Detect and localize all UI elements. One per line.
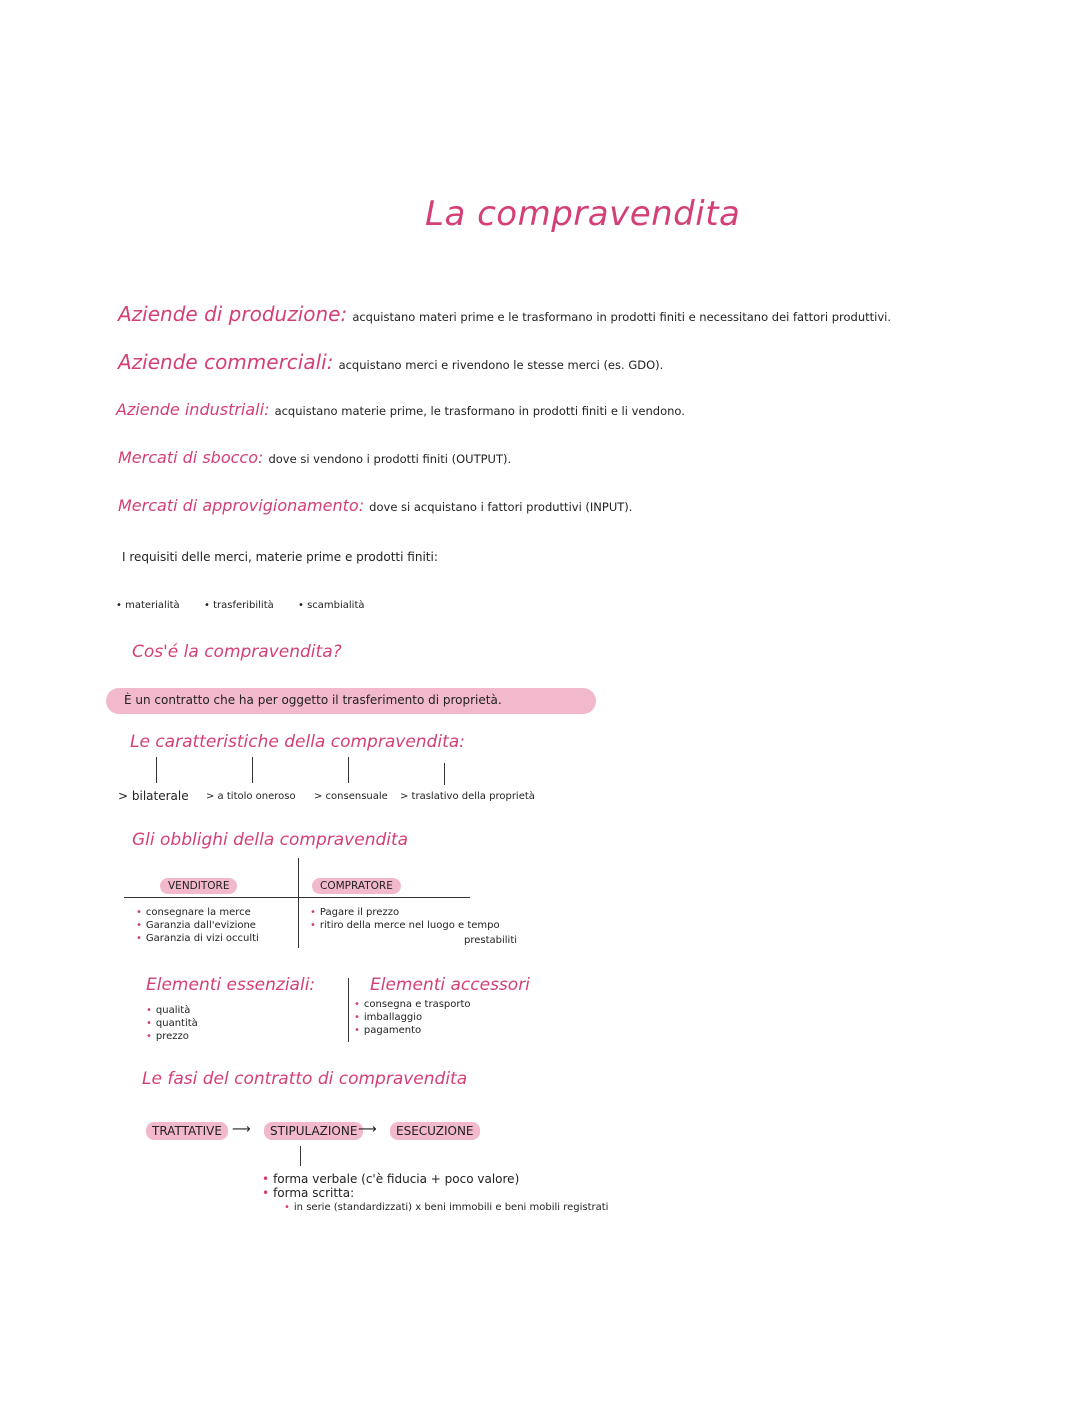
list-item: • Pagare il prezzo [310,906,500,919]
accessory-elements-heading: Elementi accessori [370,975,530,995]
definition-aziende-commerciali [118,350,663,374]
accessory-elements-list [354,998,471,1037]
characteristics-heading: Le caratteristiche della compravendita: [130,732,465,752]
connector-line [156,757,157,783]
essential-elements-heading: Elementi essenziali: [146,975,316,995]
obligations-heading: Gli obblighi della compravendita [132,830,409,850]
definition-term: Mercati di approvigionamento: [118,496,365,515]
list-item: • Garanzia di vizi occulti [136,932,259,945]
definition-text: acquistano merci e rivendono le stesse merci (es. GDO). [338,358,664,372]
phase-esecuzione: ESECUZIONE [390,1122,480,1140]
definition-term: Aziende commerciali: [118,350,334,374]
definition-text: dove si acquistano i fattori produttivi (INPUT). [369,500,633,514]
what-is-answer: È un contratto che ha per oggetto il trasferimento di proprietà. [124,693,502,707]
table-vertical-line [298,858,299,948]
essential-elements-list [146,1004,198,1043]
definition-term: Aziende di produzione: [118,302,348,326]
connector-line [444,763,445,785]
requisite-item: • trasferibilità [204,600,274,611]
seller-obligations-list [136,906,259,945]
list-item: • in serie (standardizzati) x beni immobili e beni mobili registrati [284,1201,608,1214]
list-item: • imballaggio [354,1011,471,1024]
definition-mercati-sbocco [118,448,511,467]
requisite-item: • scambialità [298,600,365,611]
what-is-question: Cos'é la compravendita? [132,642,342,662]
definition-term: Aziende industriali: [116,400,270,419]
list-item: • qualità [146,1004,198,1017]
list-item: • consegna e trasporto [354,998,471,1011]
phase-trattative: TRATTATIVE [146,1122,228,1140]
list-item: • forma verbale (c'è fiducia + poco valore) [262,1172,519,1186]
buyer-obligations-list [310,906,500,932]
phases-heading: Le fasi del contratto di compravendita [142,1069,468,1089]
connector-line [252,757,253,783]
definition-text: acquistano materi prime e le trasformano in prodotti finiti e necessitano dei fattori produttivi. [352,310,892,324]
definition-text: acquistano materie prime, le trasformano in prodotti finiti e li vendono. [274,404,685,418]
requisites-intro: I requisiti delle merci, materie prime e prodotti finiti: [122,550,438,564]
list-item: • consegnare la merce [136,906,259,919]
list-item: • forma scritta: [262,1186,519,1200]
list-item: • prezzo [146,1030,198,1043]
arrow-icon: ⟶ [358,1122,377,1137]
arrow-icon: ⟶ [232,1122,251,1137]
definition-term: Mercati di sbocco: [118,448,264,467]
definition-aziende-industriali [116,400,685,419]
phase-subnotes-list [284,1201,608,1214]
connector-line [348,757,349,783]
characteristic-item: > traslativo della proprietà [400,791,535,802]
definition-aziende-produzione [118,302,891,326]
list-item: • quantità [146,1017,198,1030]
characteristic-item: > a titolo oneroso [206,791,296,802]
buyer-note: prestabiliti [464,935,518,946]
characteristic-item: > consensuale [314,791,388,802]
list-item: • Garanzia dall'evizione [136,919,259,932]
phase-notes-list [262,1172,519,1200]
seller-label: VENDITORE [160,878,237,894]
definition-text: dove si vendono i prodotti finiti (OUTPUT). [268,452,512,466]
connector-line [300,1146,301,1166]
requisite-item: • materialità [116,600,180,611]
phase-stipulazione: STIPULAZIONE [264,1122,363,1140]
elements-divider [348,978,349,1042]
characteristic-item: > bilaterale [118,789,189,803]
page-title: La compravendita [425,194,741,234]
table-horizontal-line [124,897,470,898]
buyer-label: COMPRATORE [312,878,401,894]
definition-mercati-approvigionamento [118,496,632,515]
list-item: • pagamento [354,1024,471,1037]
list-item: • ritiro della merce nel luogo e tempo [310,919,500,932]
